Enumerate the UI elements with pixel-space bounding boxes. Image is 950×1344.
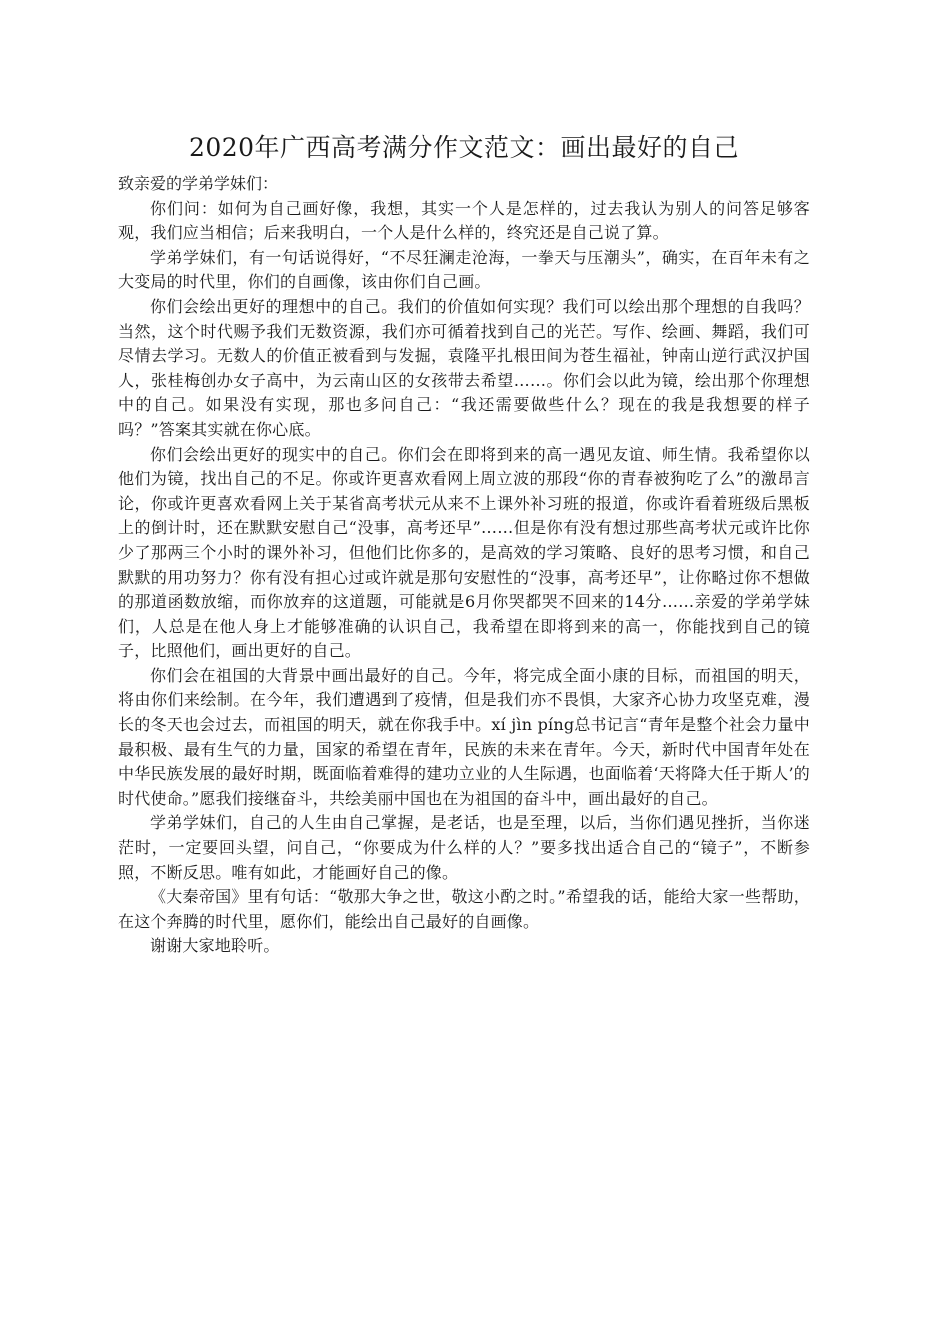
paragraph-2: 学弟学妹们，有一句话说得好，“不尽狂澜走沧海，一拳天与压潮头”，确实，在百年未有之大变局的时代里，你们的自画像，该由你们自己画。 — [118, 247, 810, 292]
paragraph-4: 你们会绘出更好的现实中的自己。你们会在即将到来的高一遇见友谊、师生情。我希望你以他们为镜，找出自己的不足。你或许更喜欢看网上周立波的那段“你的青春被狗吃了么”的激昂言论，你或许更喜欢看网上关于某省高考状元从来不上课外补习班的报道，你或许看着班级后黑板上的倒计时，还在默默安慰自己“没事，高考还早”……但是你有没有想过那些高考状元或许比你少了那两三个小时的课外补习，但他们比你多的，是高效的学习策略、良好的思考习惯，和自己默默的用功努力？你有没有担心过或许就是那句安慰性的“没事，高考还早”，让你略过你不想做的那道函数放缩，而你放弃的这道题，可能就是6月你哭都哭不回来的14分……亲爱的学弟学妹们，人总是在他人身上才能够准确的认识自己，我希望在即将到来的高一，你能找到自己的镜子，比照他们，画出更好的自己。 — [118, 444, 810, 661]
document-title: 2020年广西高考满分作文范文：画出最好的自己 — [188, 133, 740, 162]
closing-line: 谢谢大家地聆听。 — [150, 936, 280, 956]
paragraph-5: 你们会在祖国的大背景中画出最好的自己。今年，将完成全面小康的目标，而祖国的明天，将由你们来绘制。在今年，我们遭遇到了疫情，但是我们亦不畏惧，大家齐心协力攻坚克难，漫长的冬天也会过去，而祖国的明天，就在你我手中。xí jìn píng总书记言“青年是整个社会力量中最积极、最有生气的力量，国家的希望在青年，民族的未来在青年。今天，新时代中国青年处在中华民族发展的最好时期，既面临着难得的建功立业的人生际遇，也面临着‘天将降大任于斯人’的时代使命。”愿我们接继奋斗，共绘美丽中国也在为祖国的奋斗中，画出最好的自己。 — [118, 665, 810, 808]
paragraph-1: 你们问：如何为自己画好像，我想，其实一个人是怎样的，过去我认为别人的问答足够客观，我们应当相信；后来我明白，一个人是什么样的，终究还是自己说了算。 — [118, 198, 810, 243]
salutation: 致亲爱的学弟学妹们： — [118, 174, 279, 193]
document-page — [118, 128, 810, 959]
paragraph-7: 《大秦帝国》里有句话：“敬那大争之世，敬这小酌之时。”希望我的话，能给大家一些帮助，在这个奔腾的时代里，愿你们，能绘出自己最好的自画像。 — [118, 887, 810, 931]
paragraph-3: 你们会绘出更好的理想中的自己。我们的价值如何实现？我们可以绘出那个理想的自我吗？当然，这个时代赐予我们无数资源，我们亦可循着找到自己的光芒。写作、绘画、舞蹈，我们可尽情去学习。无数人的价值正被看到与发掘，袁隆平扎根田间为苍生福祉，钟南山逆行武汉护国人，张桂梅创办女子高中，为云南山区的女孩带去希望……。你们会以此为镜，绘出那个你理想中的自己。如果没有实现，那也多问自己：“我还需要做些什么？现在的我是我想要的样子吗？”答案其实就在你心底。 — [118, 296, 810, 439]
paragraph-6: 学弟学妹们，自己的人生由自己掌握，是老话，也是至理，以后，当你们遇见挫折，当你迷茫时，一定要回头望，问自己，“你要成为什么样的人？”要多找出适合自己的“镜子”，不断参照，不断反思。唯有如此，才能画好自己的像。 — [118, 813, 810, 882]
